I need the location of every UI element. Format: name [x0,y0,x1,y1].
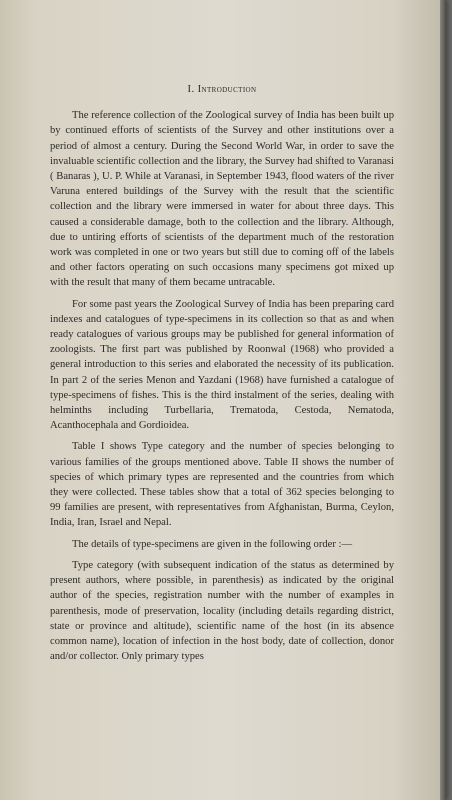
text-column [50,82,394,670]
book-spine-edge [440,0,446,800]
paragraph-5: Type category (with subsequent indication of the status as determined by present authors, where possible, in parenthesis) as indicated by the original author of the species, registration number with the number of examples in parenthesis, mode of preservation, locality (including details regarding district, state or province and altitude), scientific name of the host (in its absence common name), location of infection in the host body, date of collection, donor and/or collector. Only primary types [50,559,394,663]
paragraph-1: The reference collection of the Zoological survey of India has been built up by continued efforts of scientists of the Survey and other institutions over a period of almost a century. During the Second World War, in order to save the invaluable scientific collection and the library, the Survey had shifted to Varanasi ( Banaras ), U. P. While at Varanasi, in September 1943, flood waters of the river Varuna entered buildings of the Survey with the result that the scientific collection and the library were immersed in water for about three days. This caused a considerable damage, both to the collection and the library. Although, due to untiring efforts of scientists of the department much of the restoration work was completed in one or two years but still due to coming off of the labels and other factors operating on such occasions many specimens got mixed up with the result that many of them became untracable. [50,110,394,289]
paragraph-3: Table I shows Type category and the number of species belonging to various families of the groups mentioned above. Table II shows the number of species of which primary types are represented and the countries from which they were collected. These tables show that a total of 362 species belonging to 99 families are present, with representatives from Afghanistan, Burma, Ceylon, India, Iran, Israel and Nepal. [50,441,394,529]
section-title: Introduction [197,84,257,95]
section-number: I. [187,84,195,95]
section-heading [50,82,394,97]
paragraph-2: For some past years the Zoological Survey of India has been preparing card indexes and catalogues of type-specimens in its collection so that as and when ready catalogues of various groups may be published for general information of zoologists. The first part was published by Roonwal (1968) who provided a general introduction to this series and elaborated the necessity of its publication. In part 2 of the series Menon and Yazdani (1968) have furnished a catalogue of type-specimens of fishes. This is the third instalment of the series, dealing with helminths including Turbellaria, Trematoda, Cestoda, Nematoda, Acanthocephala and Gordioidea. [50,298,394,432]
paragraph-4: The details of type-specimens are given in the following order :— [72,538,353,550]
